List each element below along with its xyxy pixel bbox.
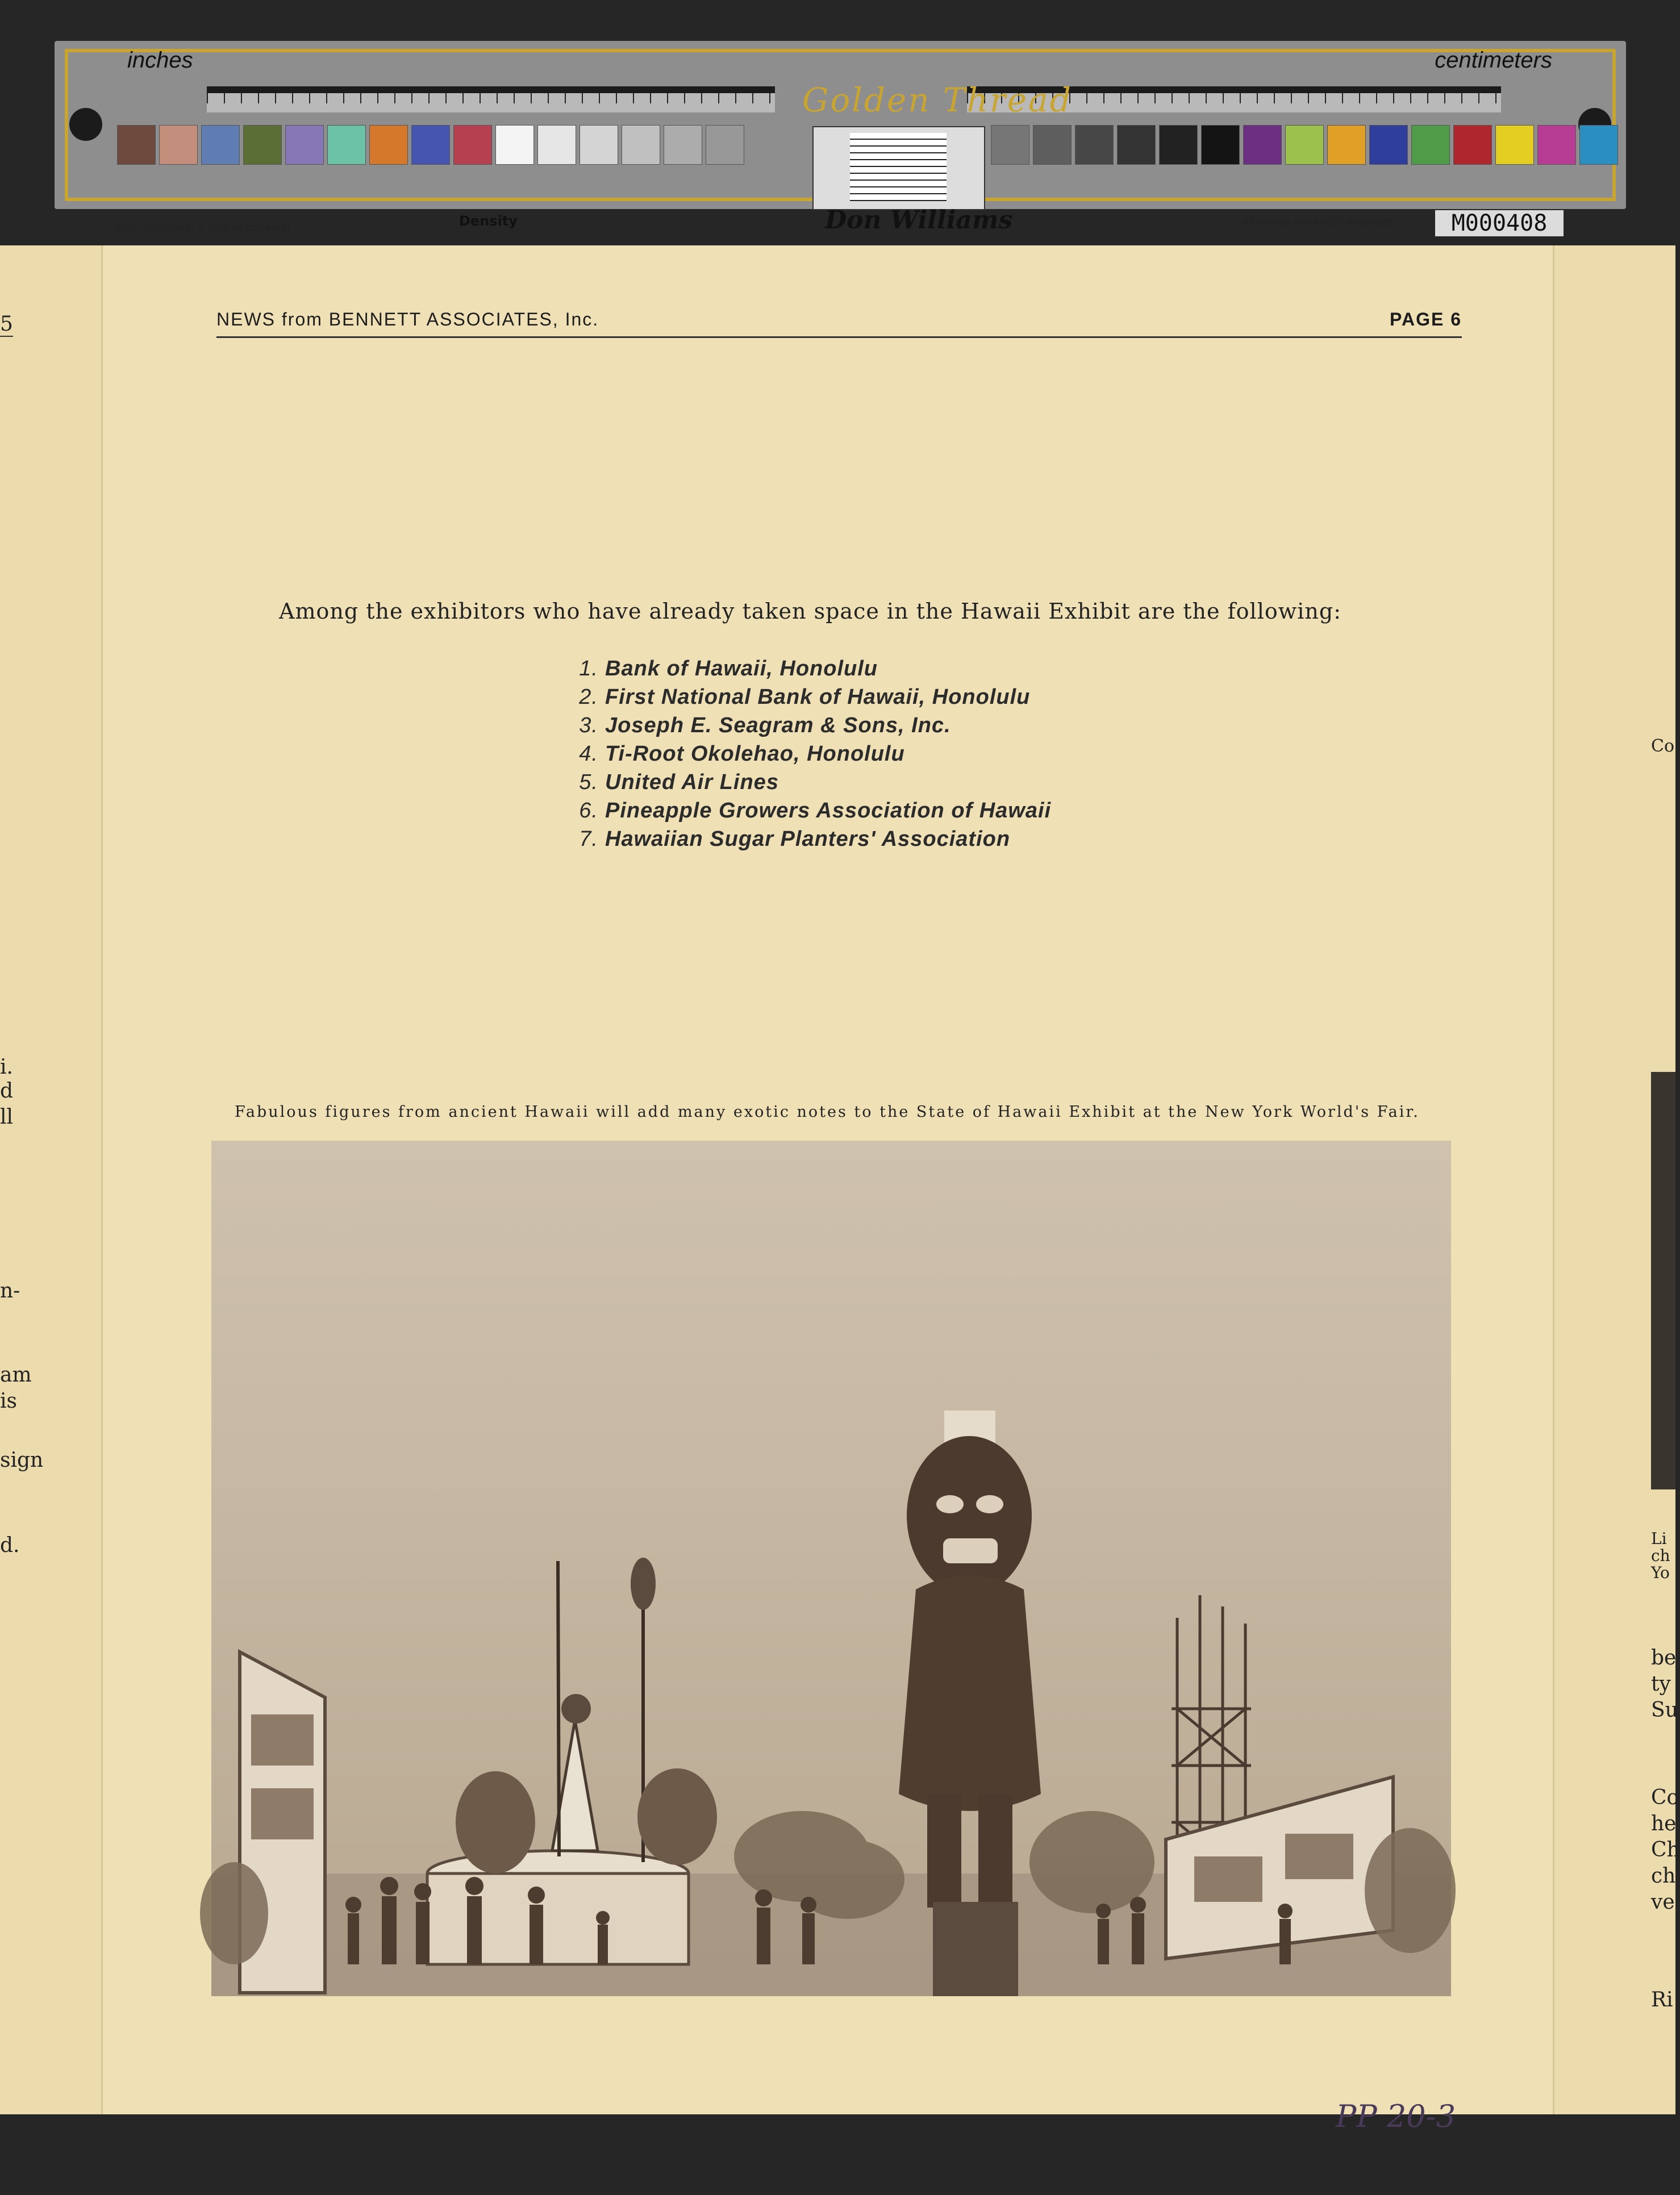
exhibitor-name: First National Bank of Hawaii, Honolulu [605,685,1031,709]
left-edge-fragment: d. [0,1534,20,1557]
right-edge-fragment: be [1651,1646,1677,1670]
left-edge-fragment: is [0,1389,17,1413]
color-swatch [1369,125,1408,165]
archive-handwritten-mark: PP 20-3 [1336,2098,1456,2134]
right-page-photo [1651,1072,1675,1489]
newsletter-page [103,245,1553,2134]
color-swatch [1075,125,1114,165]
left-edge-fragment: sign [0,1449,44,1472]
gray-scale-chart [812,126,985,210]
right-edge-fragment: Ch [1651,1838,1680,1862]
right-edge-fragment: ch [1651,1546,1670,1565]
left-edge-fragment: n- [0,1279,20,1303]
color-swatch [706,125,744,165]
target-code: M000408 [1435,210,1564,236]
header-page-number: PAGE 6 [1390,309,1462,329]
right-edge-fragment: he [1651,1812,1677,1835]
page-header [216,309,1462,338]
color-swatch [1201,125,1240,165]
exhibitor-item [563,796,1051,825]
exhibitor-number: 7. [579,827,598,851]
color-swatch [1411,125,1450,165]
color-swatch [580,125,618,165]
right-edge-fragment: ty [1651,1672,1671,1696]
color-swatch [117,125,156,165]
color-swatch [1495,125,1534,165]
scanned-paper [0,245,1680,2134]
color-swatch [411,125,450,165]
color-swatch [243,125,282,165]
unit-centimeters-label: centimeters [1435,48,1552,73]
color-swatch [1579,125,1618,165]
color-swatch [327,125,366,165]
color-swatch [537,125,576,165]
right-edge-fragment: Li [1651,1529,1667,1548]
color-swatch [495,125,534,165]
left-edge-fragment: ll [0,1105,14,1129]
color-swatch [1285,125,1324,165]
density-label: Density [459,213,518,229]
illustration-drawing [211,1141,1451,1996]
illustration-caption: Fabulous figures from ancient Hawaii will add many exotic notes to the State of Hawaii Exhibit at the New York World's Fair. [235,1103,1420,1121]
exhibitor-number: 3. [579,713,598,737]
exhibitor-name: Ti-Root Okolehao, Honolulu [605,742,905,766]
exhibitor-name: Joseph E. Seagram & Sons, Inc. [605,713,951,737]
exhibitor-item [563,683,1051,711]
exhibit-illustration [211,1141,1451,1996]
adjacent-page-left [0,245,103,2114]
inch-ruler [207,86,775,112]
right-edge-fragment: ch [1651,1864,1676,1888]
illuminant-note: D50 Illuminant, 2 degree observer [116,222,292,233]
exhibitor-name: Hawaiian Sugar Planters' Association [605,827,1011,851]
exhibitor-name: Bank of Hawaii, Honolulu [605,657,878,681]
color-swatch [1453,125,1492,165]
exhibitor-item [563,711,1051,740]
swatch-row-right [991,125,1621,167]
maker-signature: Don Williams [825,206,1013,235]
left-edge-fragment: i. [0,1055,13,1079]
exhibitor-number: 6. [579,799,598,823]
color-swatch [453,125,492,165]
right-edge-fragment: Ri [1651,1988,1673,2012]
color-swatch [622,125,660,165]
exhibitor-item [563,825,1051,853]
header-publication: NEWS from BENNETT ASSOCIATES, Inc. [216,309,599,329]
gray-scale-marks [850,133,947,201]
batch-note: All values are batch averages [1242,216,1394,228]
right-edge-fragment: Yo [1651,1563,1670,1582]
exhibitor-item [563,654,1051,683]
exhibitor-number: 5. [579,770,598,794]
color-swatch [664,125,702,165]
color-swatch [1117,125,1156,165]
right-edge-fragment: ve [1651,1891,1675,1914]
exhibitor-name: United Air Lines [605,770,779,794]
exhibitor-list [563,654,1051,853]
color-swatch [1159,125,1198,165]
exhibitor-number: 4. [579,742,598,766]
color-swatch [159,125,198,165]
color-swatch [285,125,324,165]
adjacent-page-right [1553,245,1680,2114]
color-swatch [1537,125,1576,165]
right-edge-fragment: Co [1651,736,1675,756]
color-swatch [991,125,1029,165]
exhibitor-number: 1. [579,657,598,681]
left-edge-fragment: d [0,1079,14,1103]
intro-sentence: Among the exhibitors who have already taken space in the Hawaii Exhibit are the following: [279,599,1342,624]
right-edge-fragment: Su [1651,1699,1678,1722]
target-hole-left [69,108,102,141]
unit-inches-label: inches [127,48,193,73]
brand-logo: Golden Thread [802,81,1073,119]
color-swatch [369,125,408,165]
swatch-row-left [117,125,748,167]
color-swatch [1327,125,1366,165]
exhibitor-item [563,768,1051,796]
exhibitor-name: Pineapple Growers Association of Hawaii [605,799,1052,823]
right-edge-fragment: Co [1651,1786,1679,1809]
color-swatch [1033,125,1072,165]
color-swatch [201,125,240,165]
exhibitor-number: 2. [579,685,598,709]
left-page-number: 5 [0,312,13,336]
color-target [55,41,1626,236]
color-swatch [1243,125,1282,165]
exhibitor-item [563,740,1051,768]
left-edge-fragment: am [0,1363,32,1387]
